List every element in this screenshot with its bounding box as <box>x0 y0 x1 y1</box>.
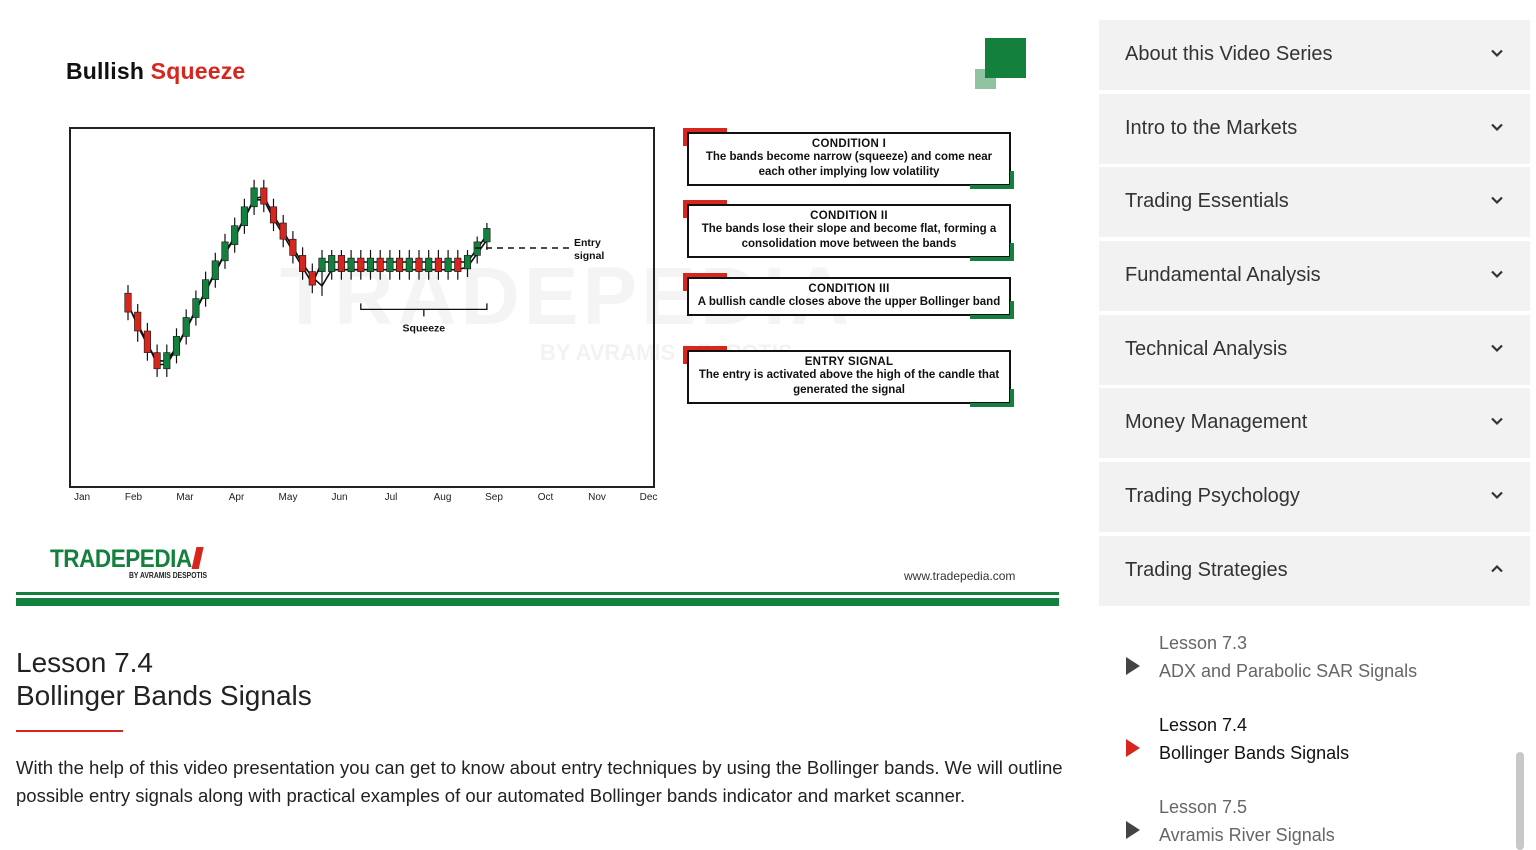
month-label-mar: Mar <box>176 492 194 503</box>
red-corner-mark <box>683 128 687 146</box>
chevron-down-icon <box>1490 341 1504 355</box>
bullish-candle <box>164 353 171 369</box>
month-label-jun: Jun <box>331 492 348 503</box>
lower-bollinger-band <box>128 200 487 365</box>
condition-text: The bands become narrow (squeeze) and come near each other implying low volatility <box>705 151 993 178</box>
section-money-management[interactable] <box>1099 388 1530 458</box>
section-label: Intro to the Markets <box>1125 116 1298 139</box>
section-label: Money Management <box>1125 411 1308 434</box>
green-corner-mark <box>1010 389 1014 407</box>
month-label-oct: Oct <box>537 492 554 503</box>
course-accordion <box>1099 20 1530 610</box>
lesson-item-name: ADX and Parabolic SAR Signals <box>1159 661 1418 681</box>
bearish-candle <box>358 258 365 272</box>
condition-box-entry <box>687 350 1011 404</box>
play-icon <box>1126 657 1140 675</box>
section-fundamental-analysis[interactable] <box>1099 241 1530 311</box>
bullish-candle <box>406 258 413 272</box>
bullish-candle <box>464 255 471 269</box>
bearish-candle <box>455 258 462 272</box>
corner-decoration <box>975 38 1027 90</box>
lesson-item-7-3[interactable] <box>1099 633 1509 703</box>
bullish-candle <box>173 336 180 355</box>
chevron-down-icon <box>1490 414 1504 428</box>
bearish-candle <box>134 312 141 331</box>
month-axis <box>70 492 660 508</box>
condition-text: The entry is activated above the high of the candle that generated the signal <box>698 369 1000 396</box>
month-label-aug: Aug <box>433 492 452 503</box>
section-technical-analysis[interactable] <box>1099 315 1530 385</box>
slide-title-accent: Squeeze <box>150 58 246 84</box>
green-corner-mark <box>1010 171 1014 189</box>
red-corner-mark <box>683 200 687 218</box>
lesson-number: Lesson 7.4 <box>16 647 153 678</box>
lesson-item-number: Lesson 7.3 <box>1159 633 1248 653</box>
chevron-down-icon <box>1490 46 1504 60</box>
bullish-candle <box>445 258 452 272</box>
condition-box-1 <box>687 132 1011 186</box>
condition-title: CONDITION III <box>808 283 890 295</box>
condition-text: A bullish candle closes above the upper Bollinger band <box>697 296 1001 308</box>
bullish-candle <box>328 255 335 271</box>
bullish-candle <box>183 318 190 337</box>
bearish-candle <box>396 258 403 272</box>
chevron-down-icon <box>1490 193 1504 207</box>
bullish-candle <box>212 261 219 280</box>
bullish-candle <box>231 226 238 245</box>
lesson-item-7-5[interactable] <box>1099 797 1509 850</box>
green-corner-mark <box>1010 243 1014 261</box>
bearish-candle <box>125 293 132 312</box>
red-corner-mark <box>683 273 687 291</box>
bullish-candle <box>193 299 200 318</box>
bearish-candle <box>309 272 316 286</box>
lesson-item-number: Lesson 7.5 <box>1159 797 1248 817</box>
condition-box-3 <box>687 277 1011 316</box>
bearish-candle <box>299 255 306 271</box>
month-label-jan: Jan <box>73 492 91 503</box>
candlestick-chart <box>69 127 655 488</box>
section-about-this-video-series[interactable] <box>1099 20 1530 90</box>
chevron-down-icon <box>1490 488 1504 502</box>
slide-title <box>66 58 245 85</box>
bullish-candle <box>387 258 394 272</box>
squeeze-bracket <box>361 303 487 316</box>
watermark-sub: BY AVRAMIS DESPOTIS <box>540 340 793 365</box>
lesson-title: Bollinger Bands Signals <box>16 680 312 711</box>
bullish-candle <box>202 280 209 299</box>
lesson-list <box>1099 607 1509 850</box>
bullish-candle <box>484 228 491 242</box>
logo-main <box>50 546 204 572</box>
section-trading-essentials[interactable] <box>1099 167 1530 237</box>
site-url: www.tradepedia.com <box>904 569 1016 583</box>
bullish-candle <box>348 258 355 272</box>
squeeze-label: Squeeze <box>402 322 446 335</box>
section-label: Trading Essentials <box>1125 190 1289 213</box>
sidebar-scrollbar[interactable] <box>1516 752 1524 850</box>
month-label-feb: Feb <box>124 492 143 503</box>
green-rule-thick <box>16 598 1059 606</box>
bullish-candle <box>425 258 432 272</box>
month-label-nov: Nov <box>588 492 606 503</box>
green-rule-thin <box>16 592 1059 595</box>
logo-sub: BY AVRAMIS DESPOTIS <box>129 571 208 580</box>
bullish-candle <box>367 258 374 272</box>
month-label-sep: Sep <box>485 492 503 503</box>
corner-square-dark <box>985 38 1026 78</box>
bearish-candle <box>270 207 277 223</box>
chevron-down-icon <box>1490 267 1504 281</box>
chart-svg <box>71 129 653 486</box>
bearish-candle <box>338 255 345 271</box>
bearish-candle <box>261 188 268 204</box>
bearish-candle <box>290 239 297 255</box>
lesson-item-name: Avramis River Signals <box>1159 825 1335 845</box>
bearish-candle <box>144 331 151 353</box>
section-trading-strategies[interactable] <box>1099 536 1530 606</box>
condition-text: The bands lose their slope and become flat, forming a consolidation move between the bands <box>701 223 997 250</box>
section-label: Technical Analysis <box>1125 337 1288 360</box>
bearish-candle <box>435 258 442 272</box>
lesson-item-name: Bollinger Bands Signals <box>1159 743 1350 763</box>
section-label: Trading Strategies <box>1125 558 1288 581</box>
section-label: Fundamental Analysis <box>1125 264 1321 287</box>
lesson-title-underline <box>16 730 123 732</box>
lesson-description: With the help of this video presentation you can get to know about entry techniques by using the Bollinger bands. We will outline possible entry signals along with practical examples of our automated Bollinger bands indicator and market scanner. <box>16 757 1063 806</box>
play-icon <box>1126 739 1140 757</box>
chevron-up-icon <box>1490 562 1504 576</box>
play-icon <box>1126 821 1140 839</box>
bullish-candle <box>241 207 248 226</box>
condition-title: CONDITION II <box>810 210 888 222</box>
month-label-dec: Dec <box>639 492 658 503</box>
green-corner-mark <box>1010 301 1014 319</box>
bearish-candle <box>416 258 423 272</box>
section-label: Trading Psychology <box>1125 485 1300 508</box>
month-label-may: May <box>278 492 298 503</box>
section-intro-to-the-markets[interactable] <box>1099 94 1530 164</box>
logo-red-bar <box>191 547 203 569</box>
month-label-jul: Jul <box>384 492 398 503</box>
month-label-apr: Apr <box>228 492 245 503</box>
section-label: About this Video Series <box>1125 43 1333 65</box>
lesson-item-7-4[interactable] <box>1099 715 1509 785</box>
bullish-candle <box>319 258 326 272</box>
bearish-candle <box>377 258 384 272</box>
lesson-item-number: Lesson 7.4 <box>1159 715 1248 735</box>
red-corner-mark <box>683 346 687 364</box>
condition-box-2 <box>687 204 1011 258</box>
tradepedia-logo <box>50 546 221 580</box>
condition-title: ENTRY SIGNAL <box>804 356 894 368</box>
entry-label: Entry <box>574 237 601 249</box>
bullish-candle <box>251 188 258 207</box>
logo-wordmark: TRADEPEDIA <box>50 545 192 573</box>
chevron-down-icon <box>1490 120 1504 134</box>
condition-title: CONDITION I <box>811 138 887 150</box>
entry-label-signal: signal <box>574 250 605 262</box>
bearish-candle <box>154 353 161 369</box>
slide-title-main: Bullish <box>66 58 145 84</box>
section-trading-psychology[interactable] <box>1099 462 1530 532</box>
bearish-candle <box>280 223 287 239</box>
bullish-candle <box>222 242 229 261</box>
